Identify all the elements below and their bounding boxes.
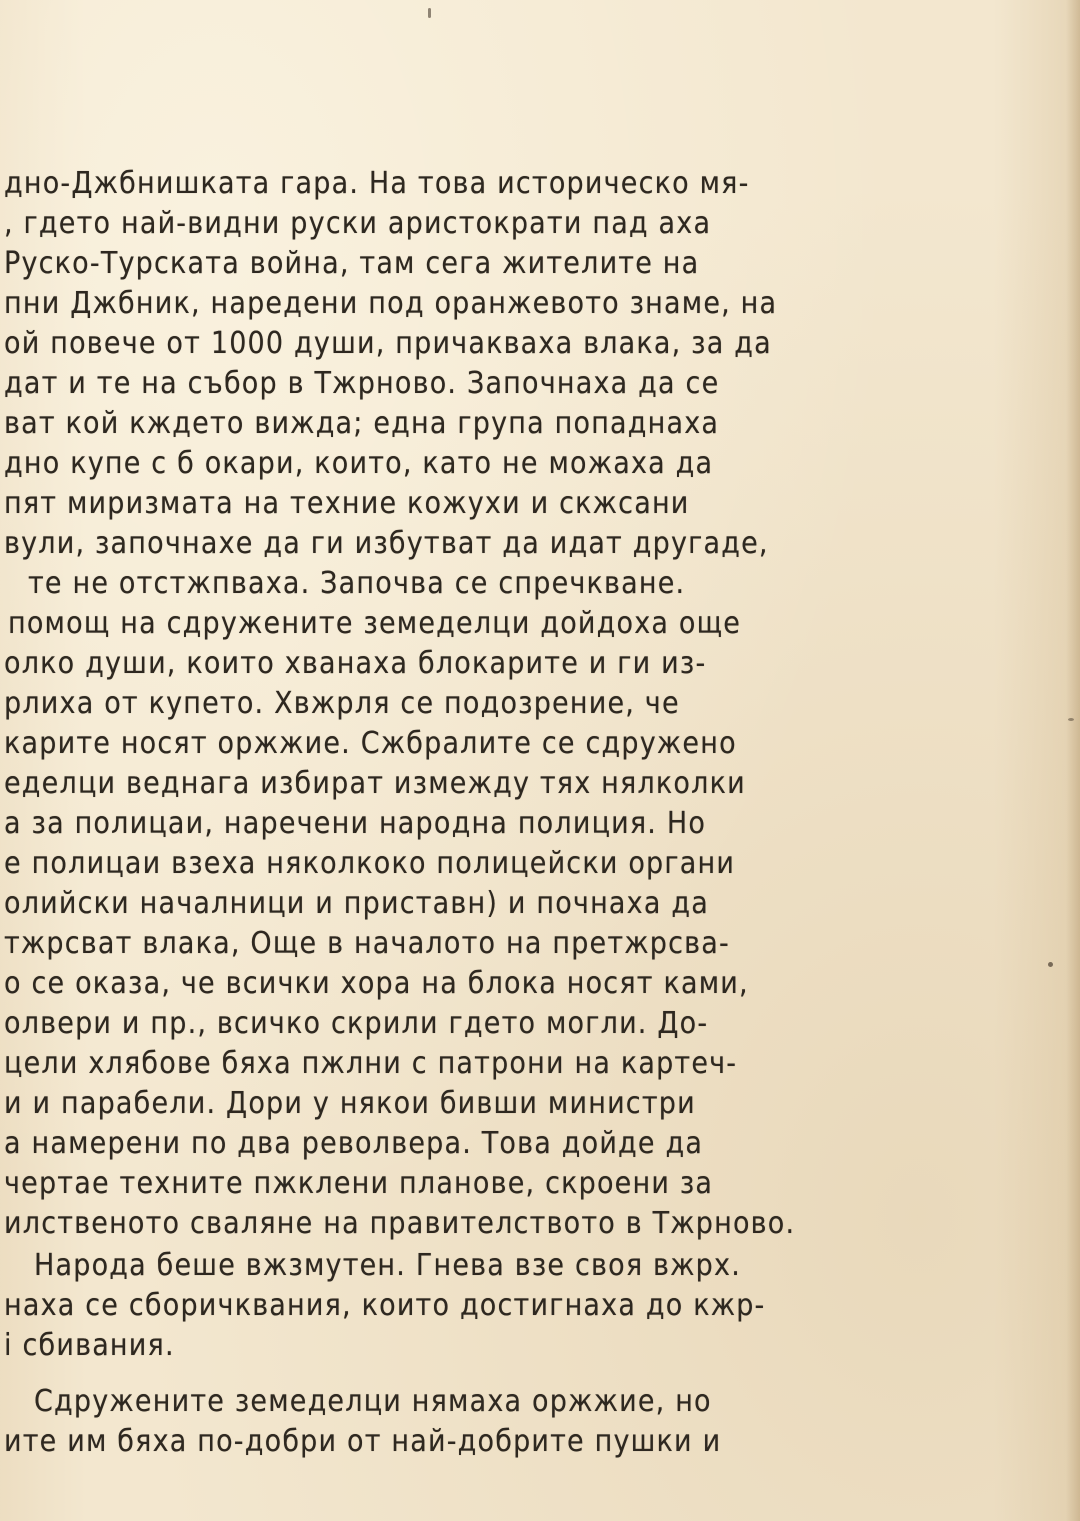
text-line: е полицаи взеха няколкоко полицейски органи [4, 846, 736, 881]
text-line: тжрсват влака, Още в началото на претжрсва- [4, 926, 730, 961]
text-line: і сбивания. [4, 1328, 175, 1363]
text-line: еделци веднага избират измежду тях нялколки [4, 766, 746, 801]
ink-speck [428, 8, 431, 18]
text-line: и и парабели. Дори у някои бивши министри [4, 1086, 696, 1121]
text-line: дно-Джбнишката гара. На това историческо мя- [4, 166, 750, 201]
text-line: те не отстжпваха. Започва се спречкване. [28, 566, 686, 601]
text-line: помощ на сдружените земеделци дойдоха още [8, 606, 742, 641]
text-line: цели хлябове бяха пжлни с патрони на картеч- [4, 1046, 738, 1081]
text-line: Сдружените земеделци нямаха оржжие, но [34, 1384, 712, 1419]
text-line: дат и те на събор в Тжрново. Започнаха да се [4, 366, 720, 401]
text-line: ой повече от 1000 души, причакваха влака, за да [4, 326, 772, 361]
text-line: дно купе с б окари, които, като не можаха да [4, 446, 714, 481]
text-line: Руско-Турската война, там сега жителите на [4, 246, 700, 281]
text-line: олвери и пр., всичко скрили гдето могли. До- [4, 1006, 709, 1041]
text-line: а за полицаи, наречени народна полиция. Но [4, 806, 707, 841]
body-text [0, 164, 1080, 1504]
text-line: наха се сборичквания, които достигнаха до кжр- [4, 1288, 766, 1323]
text-line: пни Джбник, наредени под оранжевото знаме, на [4, 286, 778, 321]
text-line: рлиха от купето. Хвжрля се подозрение, че [4, 686, 680, 721]
text-line: о се оказа, че всички хора на блока носят ками, [4, 966, 749, 1001]
text-line: а намерени по два револвера. Това дойде да [4, 1126, 704, 1161]
text-line: , гдето най-видни руски аристократи пад аха [4, 206, 712, 241]
text-line: олко души, които хванаха блокарите и ги из- [4, 646, 707, 681]
text-line: Народа беше вжзмутен. Гнева взе своя вжрх. [34, 1248, 741, 1283]
text-line: вули, започнахе да ги избутват да идат другаде, [4, 526, 769, 561]
text-line: илственото сваляне на правителството в Тжрново. [4, 1206, 796, 1241]
text-line: чертае техните пжклени планове, скроени за [4, 1166, 714, 1201]
text-line: карите носят оржжие. Сжбралите се сдружено [4, 726, 737, 761]
text-line: олийски началници и приставн) и почнаха да [4, 886, 709, 921]
text-line: ите им бяха по-добри от най-добрите пушки и [4, 1424, 722, 1459]
text-line: ват кой кждето вижда; една група попаднаха [4, 406, 720, 441]
text-line: пят миризмата на техние кожухи и скжсани [4, 486, 690, 521]
